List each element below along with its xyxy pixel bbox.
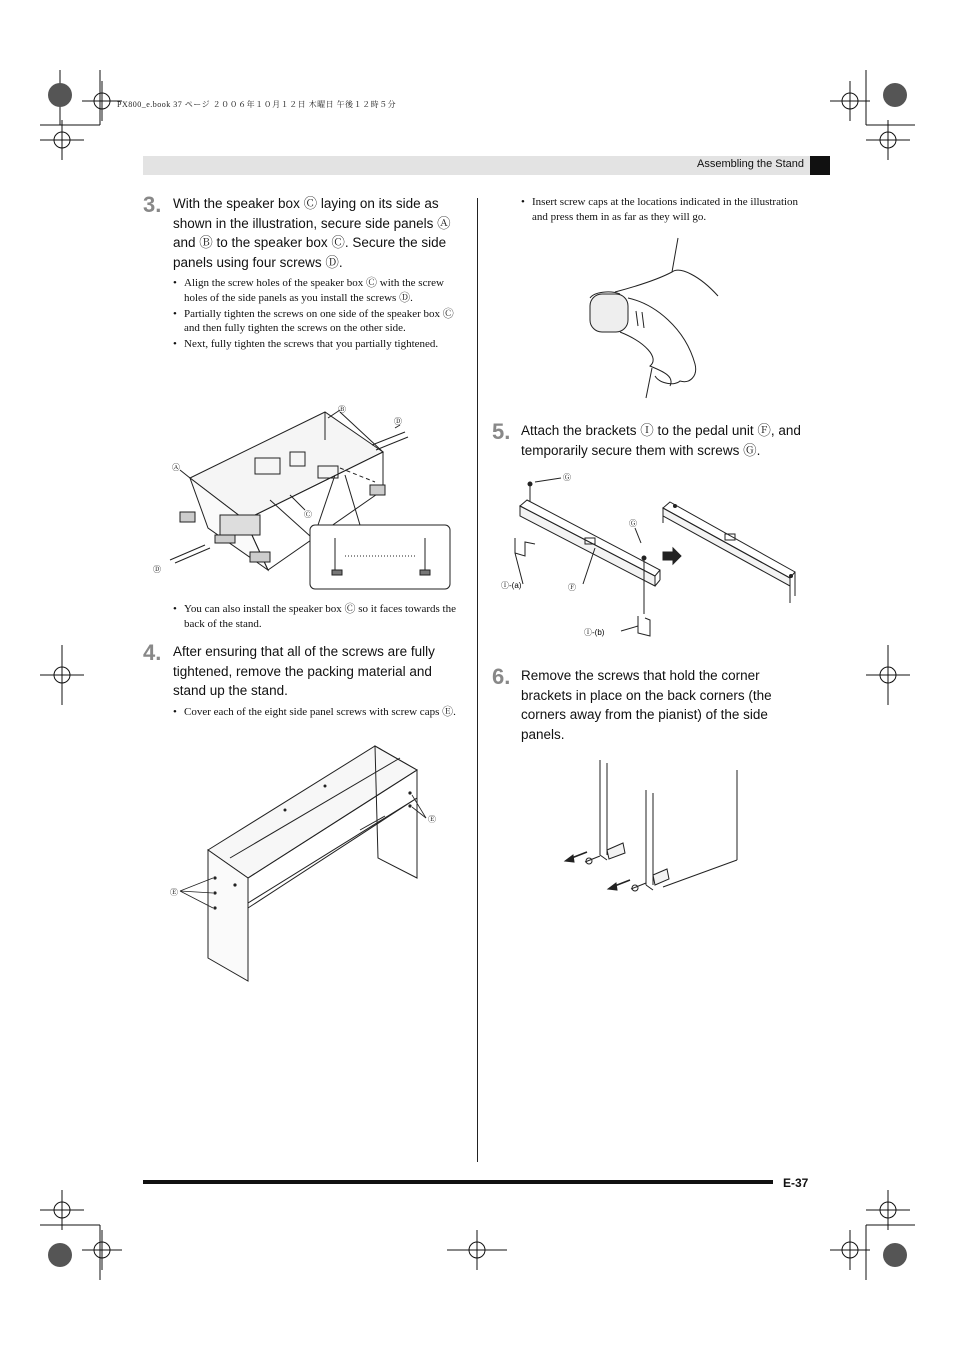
corner-bracket-removal-figure	[555, 755, 745, 905]
label-b: Ⓑ	[338, 405, 346, 414]
column-divider	[477, 198, 478, 1162]
pressing-cap-hand-figure	[580, 236, 725, 401]
label-c: Ⓒ	[304, 510, 312, 519]
stand-upright-figure	[160, 738, 460, 988]
list-item: • Next, fully tighten the screws that you partially tightened.	[173, 337, 463, 352]
list-item: • You can also install the speaker box Ⓒ so it faces towards the back of the stand.	[173, 602, 463, 631]
step-5-number: 5.	[492, 419, 511, 444]
pedal-unit-bracket-figure	[495, 468, 810, 643]
list-item: • Align the screw holes of the speaker box Ⓒ with the screw holes of the side panels as you install the screws Ⓓ.	[173, 276, 463, 305]
step-6-number: 6.	[492, 664, 511, 689]
section-title: Assembling the Stand	[696, 158, 804, 170]
label-g-top: Ⓖ	[563, 473, 571, 482]
label-ia: Ⓘ-(a)	[501, 581, 522, 590]
header-bar	[143, 156, 810, 175]
label-e-right: Ⓔ	[428, 815, 436, 824]
label-a: Ⓐ	[172, 463, 180, 472]
screw-cap-bullets	[521, 195, 811, 226]
step-4-number: 4.	[143, 640, 162, 665]
label-g-mid: Ⓖ	[629, 519, 637, 528]
label-f: Ⓕ	[568, 583, 576, 592]
step-5-text: Attach the brackets Ⓘ to the pedal unit Ⓕ, and temporarily secure them with screws Ⓖ.	[521, 423, 801, 458]
step-4-text: After ensuring that all of the screws are fully tightened, remove the packing material and stand up the stand.	[173, 644, 435, 698]
speaker-box-assembly-figure	[150, 400, 460, 595]
file-info: PX800_e.book 37 ページ ２００６年１０月１２日 木曜日 午後１２時５分	[117, 100, 397, 109]
label-d-right: Ⓓ	[394, 417, 402, 426]
step-6-text: Remove the screws that hold the corner brackets in place on the back corners (the corners away from the pianist) of the side panels.	[521, 668, 772, 742]
label-d-left: Ⓓ	[153, 565, 161, 574]
label-ib: Ⓘ-(b)	[584, 628, 605, 637]
header-block	[810, 156, 830, 175]
footer-rule	[143, 1180, 773, 1184]
label-e-left: Ⓔ	[170, 888, 178, 897]
step-3-after-bullets	[173, 602, 463, 633]
list-item: • Cover each of the eight side panel screws with screw caps Ⓔ.	[173, 705, 463, 720]
list-item: • Insert screw caps at the locations indicated in the illustration and press them in as far as they will go.	[521, 195, 811, 224]
page-number: E-37	[783, 1176, 809, 1190]
list-item: • Partially tighten the screws on one side of the speaker box Ⓒ and then fully tighten the screws on the other side.	[173, 307, 463, 336]
step-3-number: 3.	[143, 192, 162, 217]
step-4-bullets	[173, 705, 463, 721]
step-3-text: With the speaker box Ⓒ laying on its side as shown in the illustration, secure side panels Ⓐ and Ⓑ to the speaker box Ⓒ. Secure the side panels using four screws Ⓓ.	[173, 196, 451, 270]
step-3-bullets	[173, 276, 463, 353]
